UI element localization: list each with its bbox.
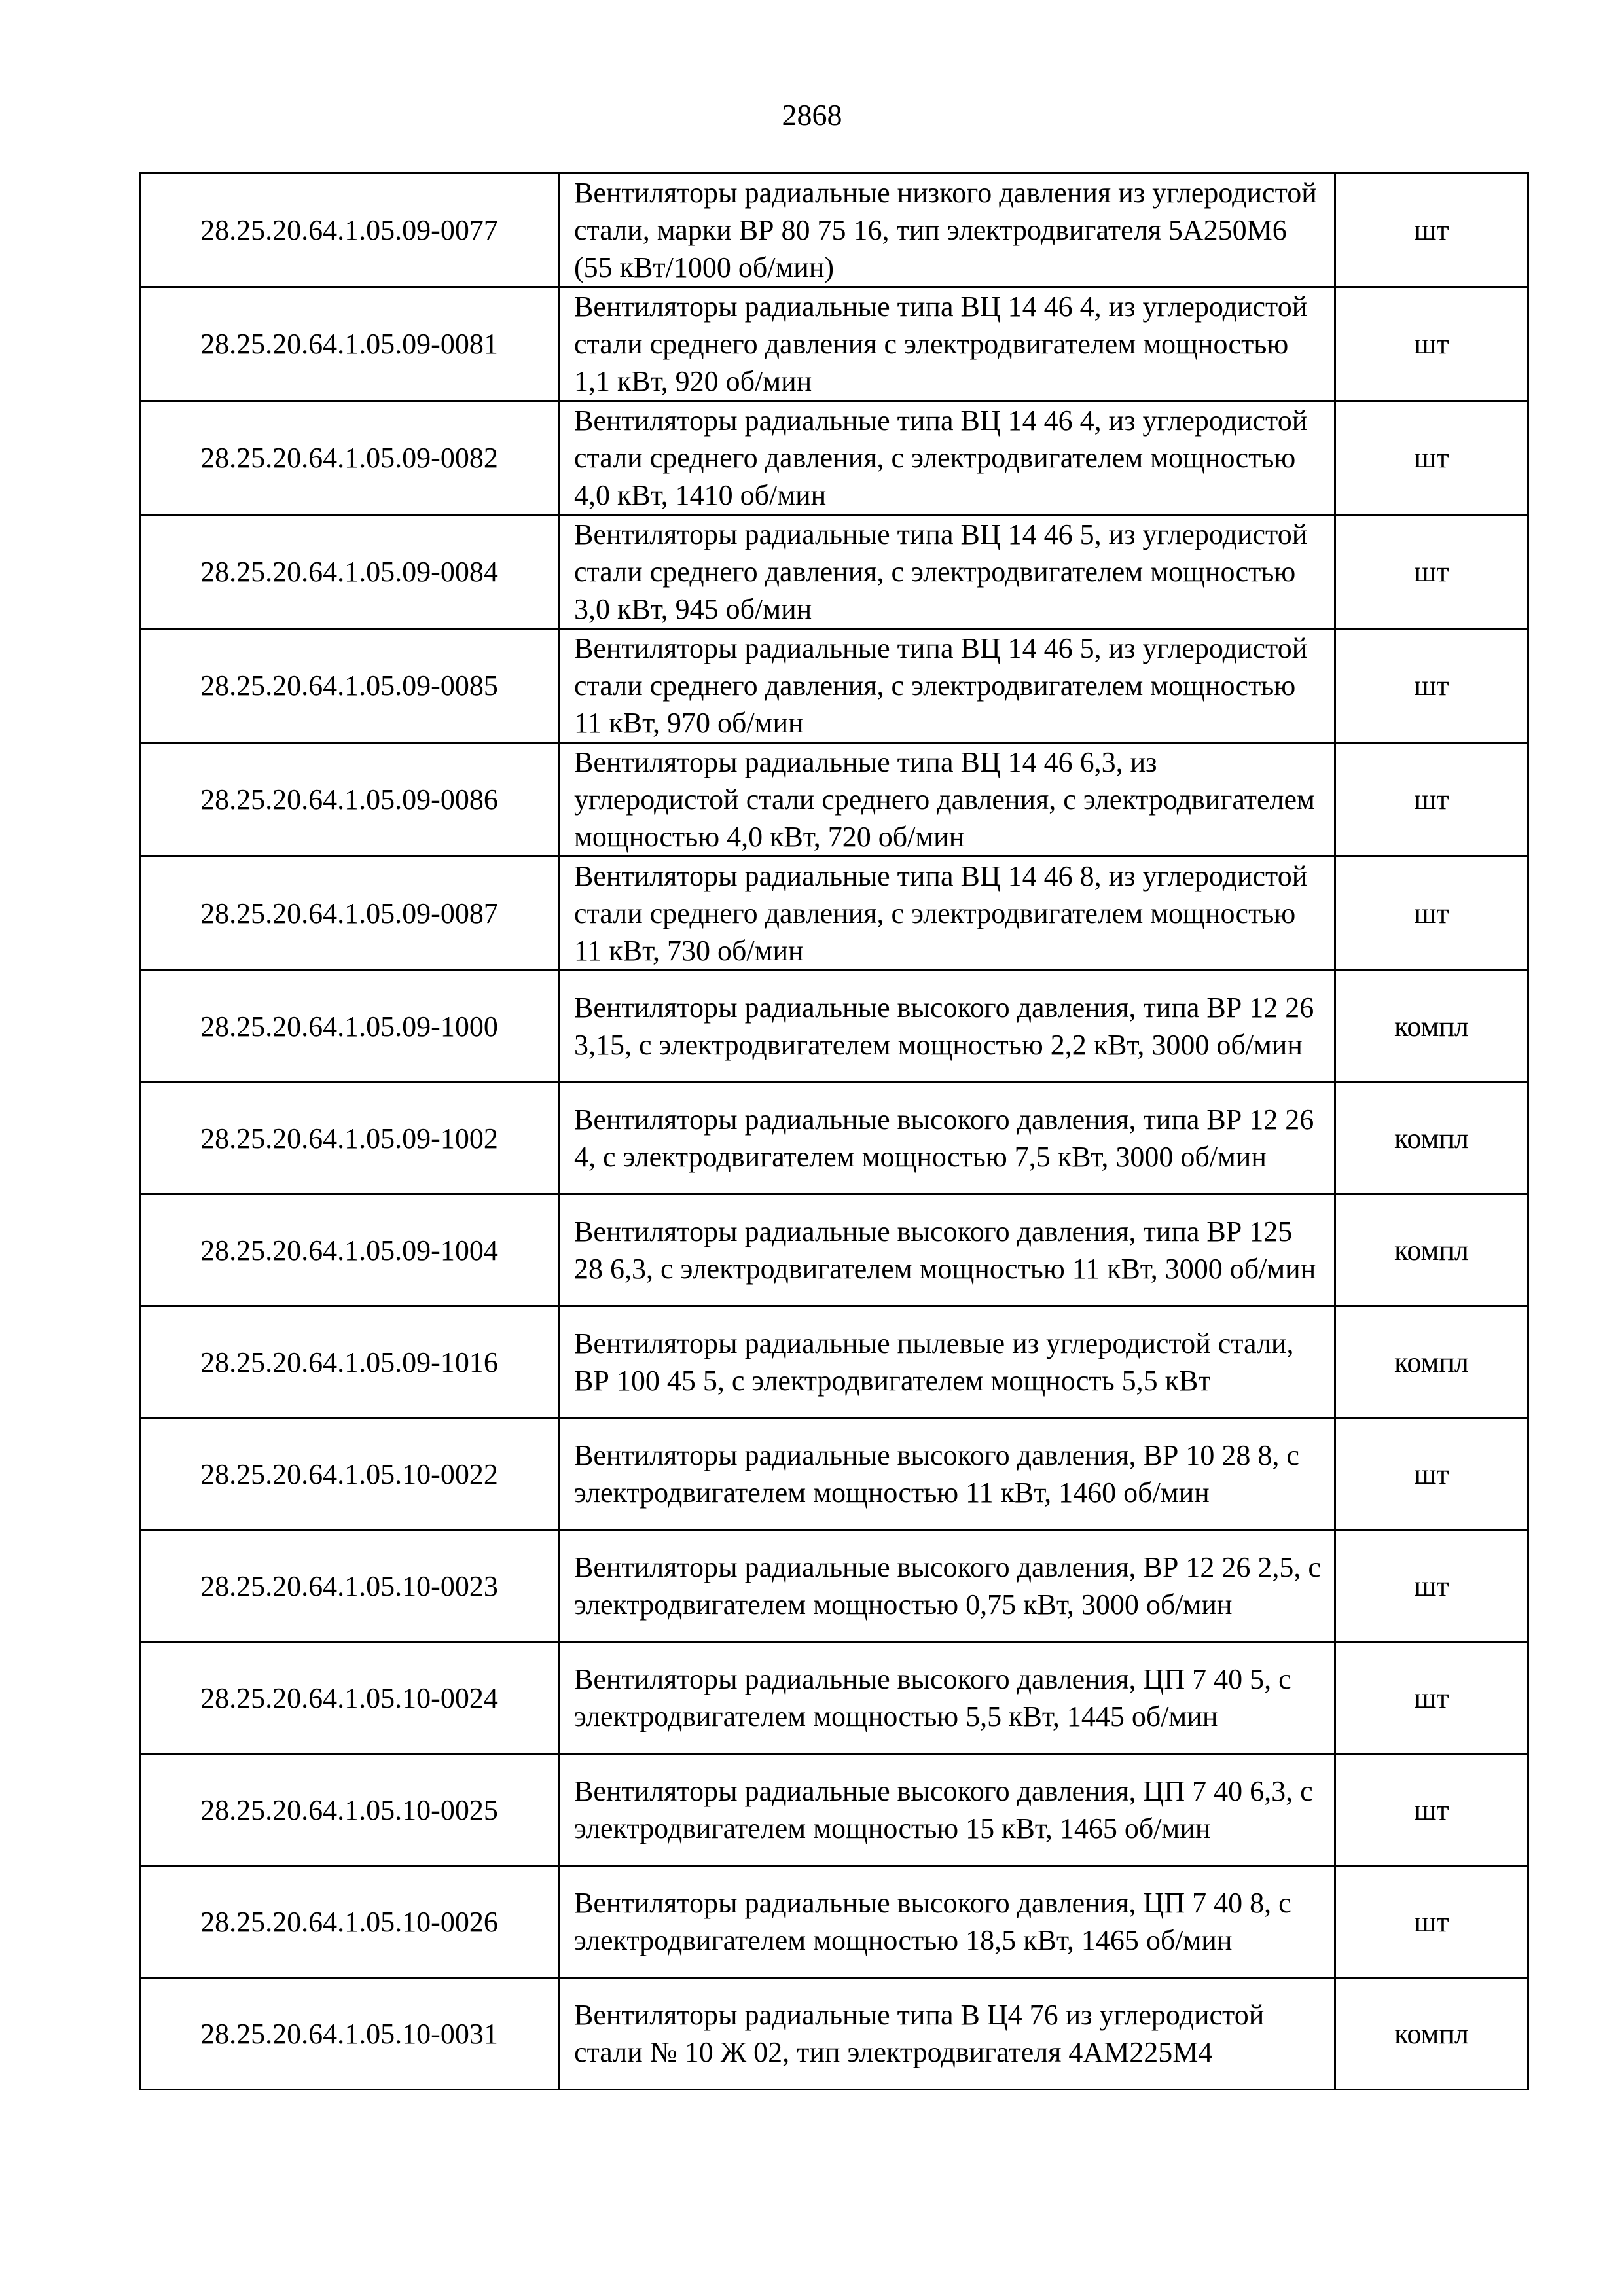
resource-code: 28.25.20.64.1.05.10-0022 [140, 1418, 559, 1530]
resource-description: Вентиляторы радиальные высокого давления, ВР 10 28 8, с электродвигателем мощностью 11 кВт, 1460 об/мин [559, 1418, 1335, 1530]
resource-description: Вентиляторы радиальные низкого давления из углеродистой стали, марки ВР 80 75 16, тип электродвигателя 5А250М6 (55 кВт/1000 об/мин) [559, 173, 1335, 287]
table-row [140, 401, 1528, 515]
table-row [140, 1083, 1528, 1194]
catalog-table [139, 172, 1529, 2090]
table-row [140, 1866, 1528, 1978]
resource-description: Вентиляторы радиальные высокого давления, ВР 12 26 2,5, с электродвигателем мощностью 0,75 кВт, 3000 об/мин [559, 1530, 1335, 1642]
resource-code: 28.25.20.64.1.05.09-1016 [140, 1306, 559, 1418]
unit-of-measure: шт [1335, 1642, 1528, 1754]
resource-code: 28.25.20.64.1.05.10-0031 [140, 1978, 559, 2090]
unit-of-measure: шт [1335, 1754, 1528, 1866]
table-row [140, 743, 1528, 857]
table-row [140, 1418, 1528, 1530]
unit-of-measure: шт [1335, 173, 1528, 287]
resource-code: 28.25.20.64.1.05.09-0077 [140, 173, 559, 287]
resource-code: 28.25.20.64.1.05.10-0024 [140, 1642, 559, 1754]
resource-description: Вентиляторы радиальные типа ВЦ 14 46 6,3, из углеродистой стали среднего давления, с электродвигателем мощностью 4,0 кВт, 720 об/мин [559, 743, 1335, 857]
page-number: 2868 [782, 98, 842, 132]
resource-description: Вентиляторы радиальные типа ВЦ 14 46 4, из углеродистой стали среднего давления, с электродвигателем мощностью 4,0 кВт, 1410 об/мин [559, 401, 1335, 515]
table-row [140, 1306, 1528, 1418]
unit-of-measure: шт [1335, 857, 1528, 971]
unit-of-measure: шт [1335, 401, 1528, 515]
resource-code: 28.25.20.64.1.05.09-0081 [140, 287, 559, 401]
unit-of-measure: компл [1335, 971, 1528, 1083]
resource-description: Вентиляторы радиальные высокого давления, ЦП 7 40 6,3, с электродвигателем мощностью 15 кВт, 1465 об/мин [559, 1754, 1335, 1866]
resource-description: Вентиляторы радиальные высокого давления, типа ВР 12 26 3,15, с электродвигателем мощностью 2,2 кВт, 3000 об/мин [559, 971, 1335, 1083]
resource-code: 28.25.20.64.1.05.09-0084 [140, 515, 559, 629]
unit-of-measure: компл [1335, 1978, 1528, 2090]
unit-of-measure: компл [1335, 1194, 1528, 1306]
table-row [140, 971, 1528, 1083]
table-row [140, 1978, 1528, 2090]
resource-code: 28.25.20.64.1.05.09-0087 [140, 857, 559, 971]
table-row [140, 1194, 1528, 1306]
resource-code: 28.25.20.64.1.05.10-0026 [140, 1866, 559, 1978]
table-row [140, 1530, 1528, 1642]
catalog-table-body [140, 173, 1528, 2090]
resource-description: Вентиляторы радиальные типа ВЦ 14 46 5, из углеродистой стали среднего давления, с электродвигателем мощностью 3,0 кВт, 945 об/мин [559, 515, 1335, 629]
table-row [140, 1642, 1528, 1754]
unit-of-measure: шт [1335, 1866, 1528, 1978]
table-row [140, 1754, 1528, 1866]
resource-code: 28.25.20.64.1.05.09-1004 [140, 1194, 559, 1306]
resource-code: 28.25.20.64.1.05.10-0025 [140, 1754, 559, 1866]
unit-of-measure: шт [1335, 1418, 1528, 1530]
table-row [140, 173, 1528, 287]
resource-description: Вентиляторы радиальные типа В Ц4 76 из углеродистой стали № 10 Ж 02, тип электродвигателя 4АМ225М4 [559, 1978, 1335, 2090]
resource-code: 28.25.20.64.1.05.09-1002 [140, 1083, 559, 1194]
resource-description: Вентиляторы радиальные высокого давления, типа ВР 12 26 4, с электродвигателем мощностью 7,5 кВт, 3000 об/мин [559, 1083, 1335, 1194]
resource-description: Вентиляторы радиальные высокого давления, ЦП 7 40 8, с электродвигателем мощностью 18,5 кВт, 1465 об/мин [559, 1866, 1335, 1978]
resource-code: 28.25.20.64.1.05.10-0023 [140, 1530, 559, 1642]
resource-description: Вентиляторы радиальные типа ВЦ 14 46 4, из углеродистой стали среднего давления с электродвигателем мощностью 1,1 кВт, 920 об/мин [559, 287, 1335, 401]
unit-of-measure: компл [1335, 1083, 1528, 1194]
unit-of-measure: компл [1335, 1306, 1528, 1418]
resource-description: Вентиляторы радиальные высокого давления, типа ВР 125 28 6,3, с электродвигателем мощностью 11 кВт, 3000 об/мин [559, 1194, 1335, 1306]
unit-of-measure: шт [1335, 515, 1528, 629]
unit-of-measure: шт [1335, 1530, 1528, 1642]
resource-code: 28.25.20.64.1.05.09-0082 [140, 401, 559, 515]
resource-description: Вентиляторы радиальные пылевые из углеродистой стали, ВР 100 45 5, с электродвигателем мощность 5,5 кВт [559, 1306, 1335, 1418]
resource-description: Вентиляторы радиальные типа ВЦ 14 46 8, из углеродистой стали среднего давления, с электродвигателем мощностью 11 кВт, 730 об/мин [559, 857, 1335, 971]
table-row [140, 515, 1528, 629]
resource-description: Вентиляторы радиальные типа ВЦ 14 46 5, из углеродистой стали среднего давления, с электродвигателем мощностью 11 кВт, 970 об/мин [559, 629, 1335, 743]
unit-of-measure: шт [1335, 743, 1528, 857]
table-row [140, 287, 1528, 401]
unit-of-measure: шт [1335, 287, 1528, 401]
table-row [140, 629, 1528, 743]
resource-description: Вентиляторы радиальные высокого давления, ЦП 7 40 5, с электродвигателем мощностью 5,5 кВт, 1445 об/мин [559, 1642, 1335, 1754]
table-row [140, 857, 1528, 971]
resource-code: 28.25.20.64.1.05.09-0085 [140, 629, 559, 743]
resource-code: 28.25.20.64.1.05.09-0086 [140, 743, 559, 857]
unit-of-measure: шт [1335, 629, 1528, 743]
resource-code: 28.25.20.64.1.05.09-1000 [140, 971, 559, 1083]
